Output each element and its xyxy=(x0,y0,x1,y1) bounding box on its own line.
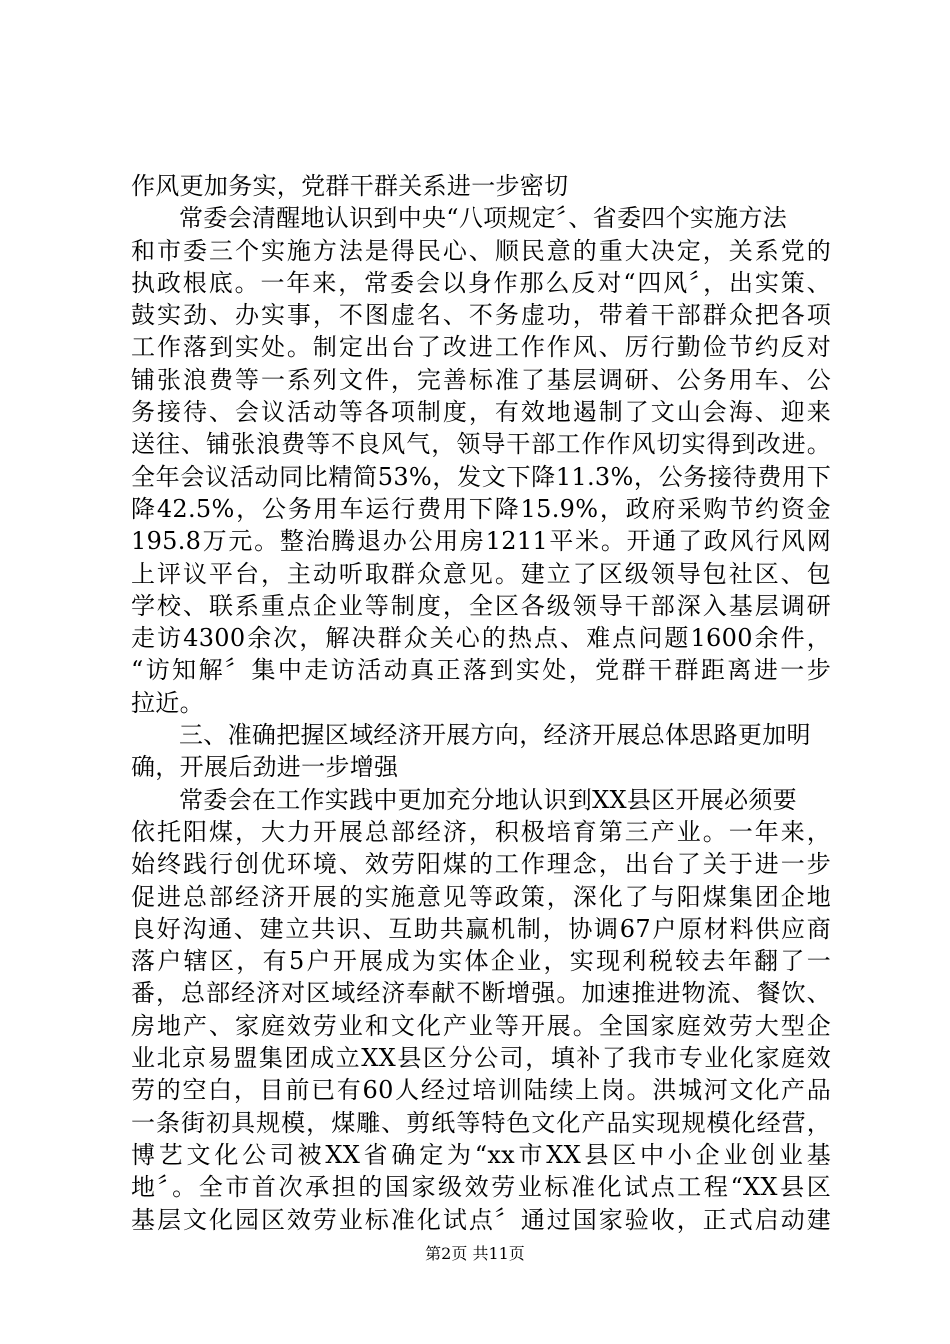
page-number-footer: 第2页 共11页 xyxy=(425,1244,525,1263)
paragraph-first-line: 常委会清醒地认识到中央“八项规定〞、省委四个实施方法 xyxy=(179,204,788,233)
text-line: 走访4300余次，解决群众关心的热点、难点问题1600余件， xyxy=(131,624,831,653)
text-line: 地〞。全市首次承担的国家级效劳业标准化试点工程“XX县区 xyxy=(131,1173,831,1202)
text-line: “访知解〞集中走访活动真正落到实处，党群干群距离进一步 xyxy=(131,656,831,685)
paragraph-first-line: 常委会在工作实践中更加充分地认识到XX县区开展必须要 xyxy=(179,785,797,814)
text-line: 拉近。 xyxy=(131,688,204,717)
text-line: 送往、铺张浪费等不良风气，领导干部工作作风切实得到改进。 xyxy=(131,430,831,459)
text-line: 鼓实劲、办实事，不图虚名、不务虚功，带着干部群众把各项 xyxy=(131,301,831,330)
text-line: 工作落到实处。制定出台了改进工作作风、厉行勤俭节约反对 xyxy=(131,333,831,362)
text-line: 铺张浪费等一系列文件，完善标准了基层调研、公务用车、公 xyxy=(131,365,831,394)
text-line: 和市委三个实施方法是得民心、顺民意的重大决定，关系党的 xyxy=(131,236,831,265)
text-line: 作风更加务实，党群干群关系进一步密切 xyxy=(131,172,569,200)
text-line: 房地产、家庭效劳业和文化产业等开展。全国家庭效劳大型企 xyxy=(131,1011,831,1040)
text-line: 学校、联系重点企业等制度，全区各级领导干部深入基层调研 xyxy=(131,591,831,620)
text-line: 良好沟通、建立共识、互助共赢机制，协调67户原材料供应商 xyxy=(131,914,831,943)
text-line: 基层文化园区效劳业标准化试点〞通过国家验收，正式启动建 xyxy=(131,1205,831,1234)
text-line: 劳的空白，目前已有60人经过培训陆续上岗。洪城河文化产品 xyxy=(131,1076,831,1105)
text-line: 全年会议活动同比精简53%，发文下降11.3%，公务接待费用下 xyxy=(131,462,831,491)
text-line: 195.8万元。整治腾退办公用房1211平米。开通了政风行风网 xyxy=(131,527,831,556)
text-line: 促进总部经济开展的实施意见等政策，深化了与阳煤集团企地 xyxy=(131,882,831,911)
text-line: 落户辖区，有5户开展成为实体企业，实现利税较去年翻了一 xyxy=(131,947,831,976)
text-line: 执政根底。一年来，常委会以身作那么反对“四风〞，出实策、 xyxy=(131,268,831,297)
text-line: 番，总部经济对区域经济奉献不断增强。加速推进物流、餐饮、 xyxy=(131,979,831,1008)
text-line: 博艺文化公司被XX省确定为“xx市XX县区中小企业创业基 xyxy=(131,1140,831,1169)
text-line: 降42.5%，公务用车运行费用下降15.9%，政府采购节约资金 xyxy=(131,494,831,523)
text-line: 业北京易盟集团成立XX县区分公司，填补了我市专业化家庭效 xyxy=(131,1044,831,1073)
section-heading-continued: 确，开展后劲进一步增强 xyxy=(131,753,399,782)
section-heading: 三、准确把握区域经济开展方向，经济开展总体思路更加明 xyxy=(179,721,811,750)
text-line: 一条街初具规模，煤雕、剪纸等特色文化产品实现规模化经营， xyxy=(131,1108,831,1137)
text-line: 务接待、会议活动等各项制度，有效地遏制了文山会海、迎来 xyxy=(131,398,831,427)
text-line: 始终践行创优环境、效劳阳煤的工作理念，出台了关于进一步 xyxy=(131,850,831,879)
document-body xyxy=(131,170,831,1236)
text-line: 上评议平台，主动听取群众意见。建立了区级领导包社区、包 xyxy=(131,559,831,588)
text-line: 依托阳煤，大力开展总部经济，积极培育第三产业。一年来， xyxy=(131,817,831,846)
